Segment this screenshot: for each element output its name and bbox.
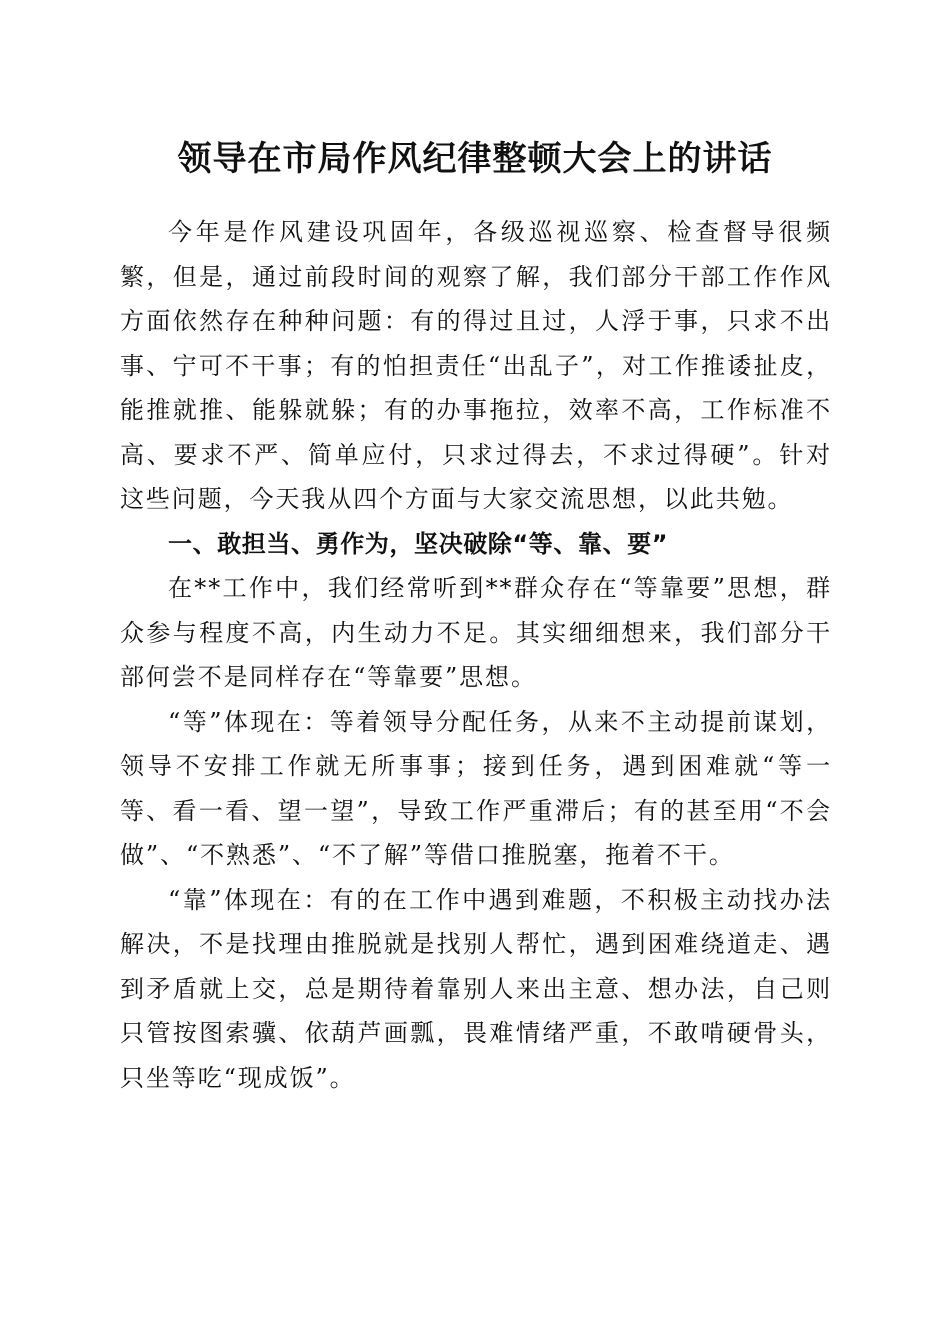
document-title: 领导在市局作风纪律整顿大会上的讲话 [177, 139, 773, 179]
body-paragraph: 在**工作中，我们经常听到**群众存在“等靠要”思想，群众参与程度不高，内生动力不足。其实细细想来，我们部分干部何尝不是同样存在“等靠要”思想。 [120, 574, 832, 691]
section-heading: 一、敢担当、勇作为，坚决破除“等、靠、要” [168, 529, 669, 558]
intro-paragraph: 今年是作风建设巩固年，各级巡视巡察、检查督导很频繁，但是，通过前段时间的观察了解，我们部分干部工作作风方面依然存在种种问题：有的得过且过，人浮于事，只求不出事、宁可不干事；有的怕担责任“出乱子”，对工作推诿扯皮，能推就推、能躲就躲；有的办事拖拉，效率不高，工作标准不高、要求不严、简单应付，只求过得去，不求过得硬”。针对这些问题，今天我从四个方面与大家交流思想，以此共勉。 [120, 218, 832, 513]
document-body [120, 210, 832, 1100]
body-paragraph: “靠”体现在：有的在工作中遇到难题，不积极主动找办法解决，不是找理由推脱就是找别人帮忙，遇到困难绕道走、遇到矛盾就上交，总是期待着靠别人来出主意、想办法，自己则只管按图索骥、依葫芦画瓢，畏难情绪严重，不敢啃硬骨头，只坐等吃“现成饭”。 [120, 885, 832, 1092]
body-paragraph: “等”体现在：等着领导分配任务，从来不主动提前谋划，领导不安排工作就无所事事；接到任务，遇到困难就“等一等、看一看、望一望”，导致工作严重滞后；有的甚至用“不会做”、“不熟悉”、“不了解”等借口推脱塞，拖着不干。 [120, 707, 832, 869]
